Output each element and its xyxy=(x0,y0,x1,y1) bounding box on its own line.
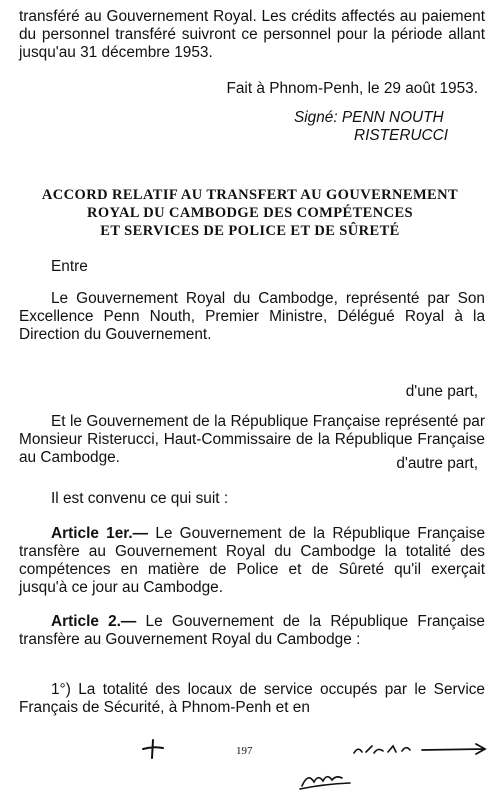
article-1-label: Article 1er.— xyxy=(51,525,149,542)
entre-text: Entre xyxy=(51,258,88,275)
handwritten-cross-mark xyxy=(140,738,166,760)
top-paragraph: transféré au Gouvernement Royal. Les crédits affectés au paiement du personnel transféré suivront ce personnel pour la période allant jusqu'au 31 décembre 1953. xyxy=(19,8,485,61)
signatory-1: PENN NOUTH xyxy=(341,109,444,126)
une-part-text: d'une part, xyxy=(405,383,478,400)
agreement-title-line-2: ROYAL DU CAMBODGE DES COMPÉTENCES xyxy=(86,205,414,221)
page-number: 197 xyxy=(236,745,253,757)
place-date: Fait à Phnom-Penh, le 29 août 1953. xyxy=(226,80,478,97)
convenu-text: Il est convenu ce qui suit : xyxy=(51,490,229,507)
article-1-text: Le Gouvernement de la République Française transfère au Gouvernement Royal du Cambodge la totalité des compétences en matière de Police et de Sûreté qu'il exerçait jusqu'à ce jour au Cambodge. xyxy=(19,525,486,596)
article-2-label: Article 2.— xyxy=(51,613,137,630)
handwritten-signature-flourish xyxy=(296,766,356,792)
item-1-paragraph: 1°) La totalité des locaux de service occupés par le Service Français de Sécurité, à Phnom-Penh et en xyxy=(19,681,485,716)
agreement-title-line-1: ACCORD RELATIF AU TRANSFERT AU GOUVERNEMENT xyxy=(41,187,459,203)
autre-part-text: d'autre part, xyxy=(396,455,478,472)
signature-block xyxy=(294,109,448,145)
article-2-text: Le Gouvernement de la République Française transfère au Gouvernement Royal du Cambodge : xyxy=(19,613,485,648)
party-1-paragraph: Le Gouvernement Royal du Cambodge, représenté par Son Excellence Penn Nouth, Premier Ministre, Délégué Royal à la Direction du Gouvernement. xyxy=(19,290,485,343)
party-2-paragraph: Et le Gouvernement de la République Française représenté par Monsieur Risterucci, Haut-Commissaire de la République Française au Cambodge. xyxy=(19,413,485,466)
signed-label: Signé: xyxy=(294,109,338,126)
signatory-2: RISTERUCCI xyxy=(354,127,449,144)
article-1-paragraph xyxy=(19,525,485,597)
agreement-title-line-3: ET SERVICES DE POLICE ET DE SÛRETÉ xyxy=(100,223,400,239)
article-2-paragraph xyxy=(19,613,485,649)
handwritten-initials-arrow xyxy=(350,738,492,760)
